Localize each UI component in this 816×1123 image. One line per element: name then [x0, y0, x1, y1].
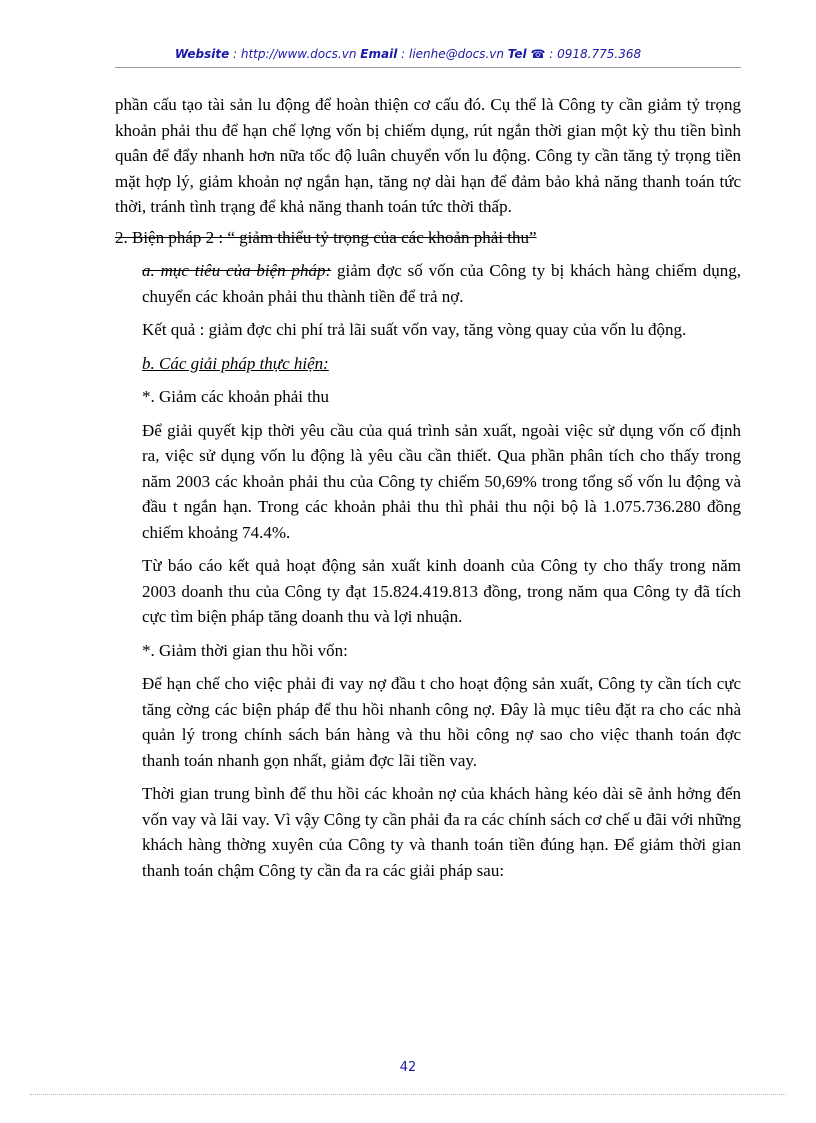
objective-text: giảm đợc số vốn của Công ty bị khách hàng chiếm dụng, chuyển các khoản phải thu thành tiền để trả nợ.	[142, 261, 741, 306]
page-header	[0, 47, 816, 61]
subheading-solutions	[142, 351, 741, 377]
tel-label: Tel	[507, 47, 527, 61]
section-heading-measure-2: 2. Biện pháp 2 : “ giảm thiểu tỷ trọng của các khoản phải thu”	[115, 227, 537, 247]
email-label: Email	[360, 47, 398, 61]
paragraph-objective	[142, 258, 741, 309]
paragraph-average-collection-time: Thời gian trung bình để thu hồi các khoản nợ của khách hàng kéo dài sẽ ảnh hởng đến vốn vay và lãi vay. Vì vậy Công ty cần phải đa ra các chính sách cơ chế u đãi với những khách hàng thờng xuyên của Công ty và thanh toán tiền đúng hạn. Để giảm thời gian thanh toán chậm Công ty cần đa ra các giải pháp sau:	[142, 784, 741, 880]
footer-divider	[30, 1094, 786, 1095]
document-body	[115, 92, 741, 883]
objective-label: a. mục tiêu của biện pháp:	[142, 261, 332, 280]
bullet-reduce-collection-time: *. Giảm thời gian thu hồi vốn:	[142, 640, 348, 660]
header-divider	[115, 67, 741, 68]
phone-icon: ☎	[530, 47, 546, 61]
page-number: 42	[399, 1060, 417, 1075]
paragraph-intro: phần cấu tạo tài sản lu động để hoàn thiện cơ cấu đó. Cụ thể là Công ty cần giảm tỷ trọng khoản phải thu để hạn chế lợng vốn bị chiếm dụng, rút ngắn thời gian một kỳ thu tiền bình quân để đẩy nhanh hơn nữa tốc độ luân chuyển vốn lu động. Công ty cần tăng tỷ trọng tiền mặt hợp lý, giảm khoản nợ ngắn hạn, tăng nợ dài hạn để đảm bảo khả năng thanh toán tức thời, tránh tình trạng để khả năng thanh toán tức thời thấp.	[115, 95, 741, 216]
solutions-label: b. Các giải pháp thực hiện:	[142, 353, 329, 373]
paragraph-debt-collection: Để hạn chế cho việc phải đi vay nợ đầu t cho hoạt động sản xuất, Công ty cần tích cực tăng cờng các biện pháp để thu hồi nhanh công nợ. Đây là mục tiêu đặt ra cho các nhà quản lý trong chính sách bán hàng và thu hồi công nợ sao cho việc thanh toán đợc thanh toán nhanh gọn nhất, giảm đợc lãi tiền vay.	[142, 674, 741, 770]
website-value: : http://www.docs.vn	[229, 47, 361, 61]
paragraph-receivables-analysis: Để giải quyết kịp thời yêu cầu của quá trình sản xuất, ngoài việc sử dụng vốn cố định ra, việc sử dụng vốn lu động là yêu cầu cần thiết. Qua phần phân tích cho thấy trong năm 2003 các khoản phải thu của Công ty chiếm 50,69% trong tổng số vốn lu động và đầu t ngắn hạn. Trong các khoản phải thu thì phải thu nội bộ là 1.075.736.280 đồng chiếm khoảng 74.4%.	[142, 420, 741, 542]
paragraph-revenue: Từ báo cáo kết quả hoạt động sản xuất kinh doanh của Công ty cho thấy trong năm 2003 doanh thu của Công ty đạt 15.824.419.813 đồng, trong năm qua Công ty đã tích cực tìm biện pháp tăng doanh thu và lợi nhuận.	[142, 556, 741, 626]
website-label: Website	[174, 47, 230, 61]
email-value: : lienhe@docs.vn	[397, 47, 508, 61]
bullet-reduce-receivables: *. Giảm các khoản phải thu	[142, 387, 329, 406]
tel-value: : 0918.775.368	[545, 47, 642, 61]
paragraph-result: Kết quả : giảm đợc chi phí trả lãi suất vốn vay, tăng vòng quay của vốn lu động.	[142, 320, 687, 339]
